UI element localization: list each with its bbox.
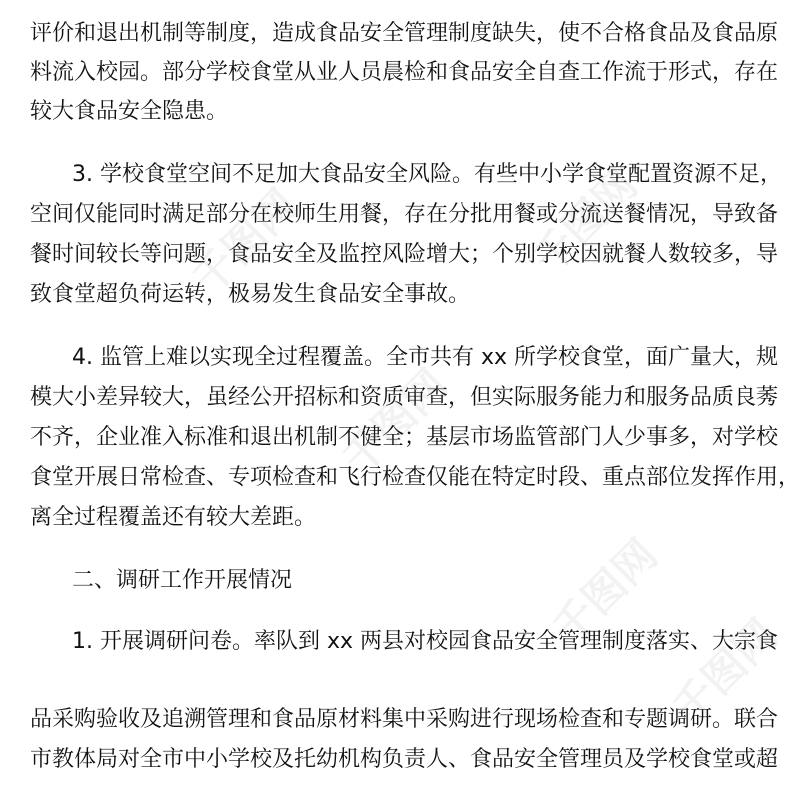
text-line: 餐时间较长等问题，食品安全及监控风险增大；个别学校因就餐人数较多，导 (30, 242, 779, 267)
paragraph-4-first-line: 4. 监管上难以实现全过程覆盖。全市共有 xx 所学校食堂，面广量大，规 (72, 345, 779, 370)
text-line: 市教体局对全市中小学校及托幼机构负责人、食品安全管理员及学校食堂或超 (30, 747, 779, 772)
watermark: 千图网 (662, 609, 787, 734)
watermark: 千图网 (522, 159, 647, 284)
text-line: 离全过程覆盖还有较大差距。 (30, 505, 317, 530)
text-line: 致食堂超负荷运转，极易发生食品安全事故。 (30, 282, 471, 307)
watermark: 千图网 (332, 359, 457, 484)
section-heading: 二、调研工作开展情况 (72, 568, 293, 593)
text-line: 食堂开展日常检查、专项检查和飞行检查仅能在特定时段、重点部位发挥作用， (30, 465, 800, 490)
watermark: 千图网 (542, 529, 667, 654)
watermark: 千图网 (182, 179, 307, 304)
text-line: 品采购验收及追溯管理和食品原材料集中采购进行现场检查和专题调研。联合 (30, 707, 779, 732)
text-line: 空间仅能同时满足部分在校师生用餐，存在分批用餐或分流送餐情况，导致备 (30, 202, 779, 227)
text-line: 较大食品安全隐患。 (30, 99, 229, 124)
text-line: 模大小差异较大，虽经公开招标和资质审查，但实际服务能力和服务品质良莠 (30, 385, 779, 410)
text-line: 料流入校园。部分学校食堂从业人员晨检和食品安全自查工作流于形式，存在 (30, 60, 779, 85)
text-line: 评价和退出机制等制度，造成食品安全管理制度缺失，使不合格食品及食品原 (30, 21, 779, 46)
paragraph-3-first-line: 3. 学校食堂空间不足加大食品安全风险。有些中小学食堂配置资源不足， (72, 162, 782, 187)
text-line: 不齐，企业准入标准和退出机制不健全；基层市场监管部门人少事多，对学校 (30, 425, 779, 450)
paragraph-1-first-line: 1. 开展调研问卷。率队到 xx 两县对校园食品安全管理制度落实、大宗食 (72, 629, 779, 654)
